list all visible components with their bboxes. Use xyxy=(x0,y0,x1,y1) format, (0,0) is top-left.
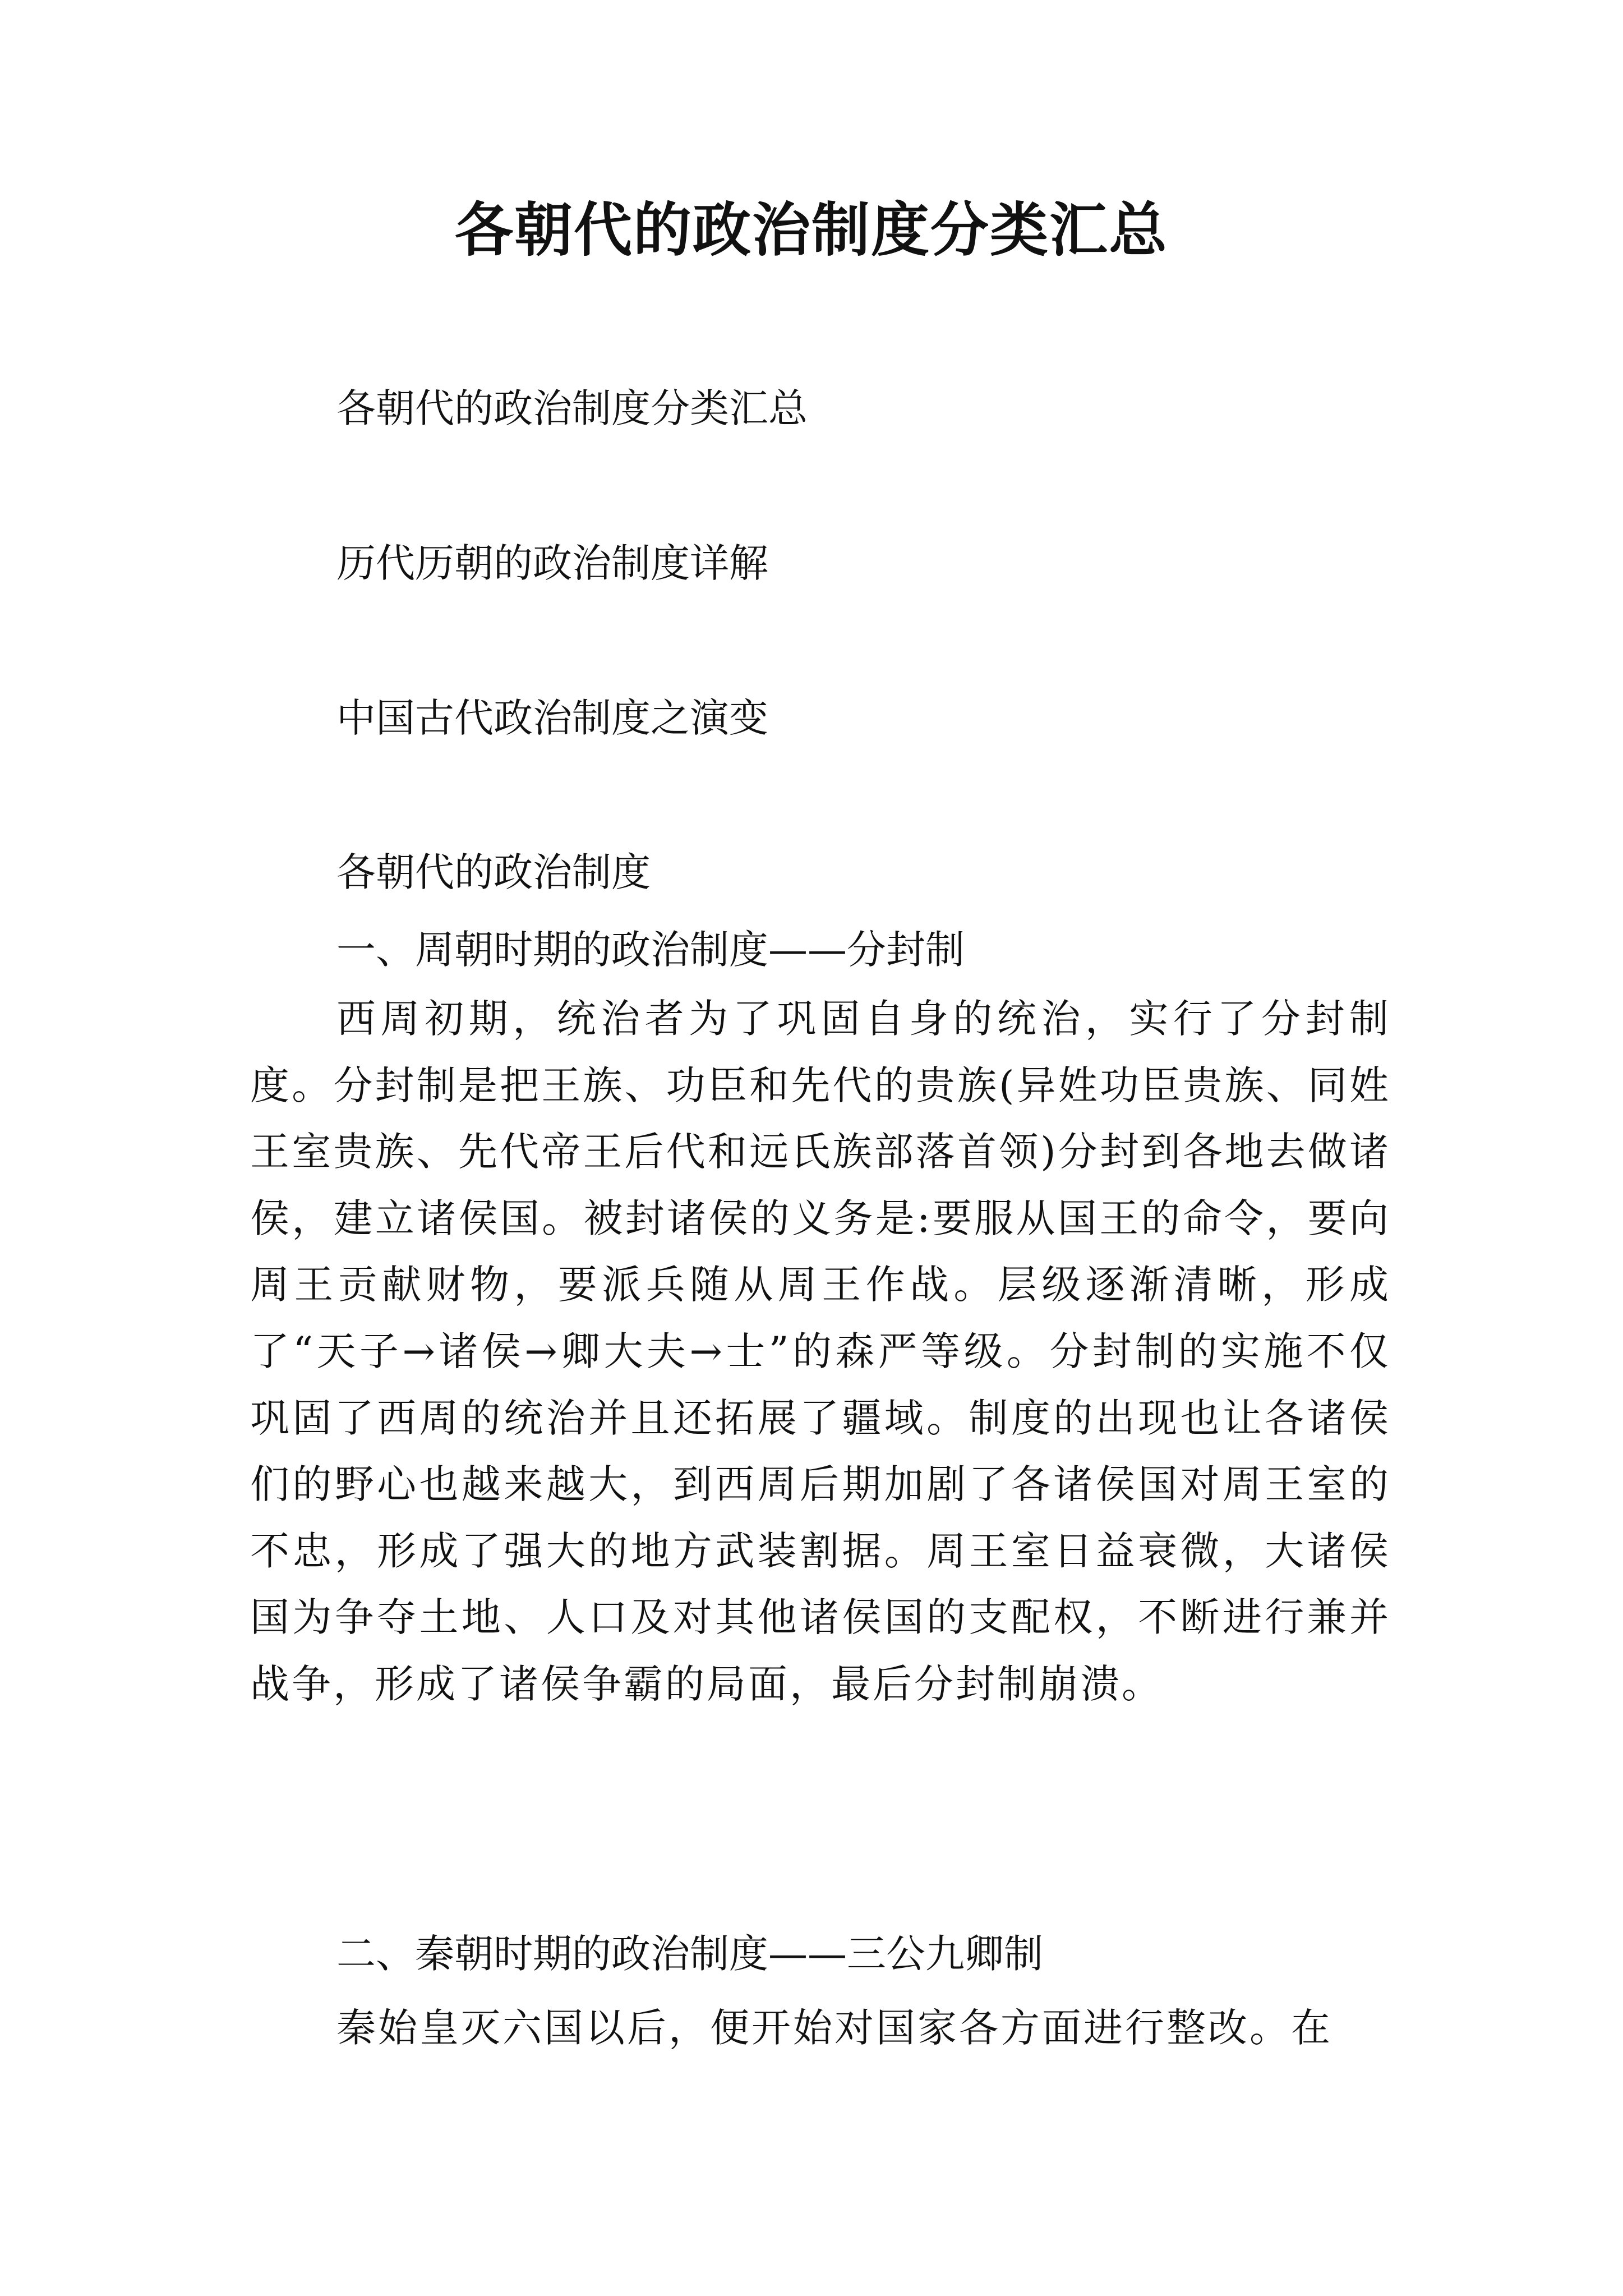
body-paragraph: 秦始皇灭六国以后，便开始对国家各方面进行整改。在 xyxy=(336,2005,1332,2051)
section-heading: 二、秦朝时期的政治制度——三公九卿制 xyxy=(336,1931,1043,1977)
subtitle-line: 中国古代政治制度之演变 xyxy=(336,695,768,741)
section-heading: 各朝代的政治制度 xyxy=(336,849,651,895)
subtitle-line: 历代历朝的政治制度详解 xyxy=(336,540,768,586)
section-heading: 一、周朝时期的政治制度——分封制 xyxy=(336,927,965,973)
subtitle-line: 各朝代的政治制度分类汇总 xyxy=(336,385,808,431)
body-paragraph: 西周初期，统治者为了巩固自身的统治，实行了分封制度。分封制是把王族、功臣和先代的贵族(异姓功臣贵族、同姓王室贵族、先代帝王后代和远氏族部落首领)分封到各地去做诸侯，建立诸侯国。被封诸侯的义务是:要服从国王的命令，要向周王贡献财物，要派兵随从周王作战。层级逐渐清晰，形成了“天子→诸侯→卿大夫→士”的森严等级。分封制的实施不仅巩固了西周的统治并且还拓展了疆域。制度的出现也让各诸侯们的野心也越来越大，到西周后期加剧了各诸侯国对周王室的不忠，形成了强大的地方武装割据。周王室日益衰微，大诸侯国为争夺土地、人口及对其他诸侯国的支配权，不断进行兼并战争，形成了诸侯争霸的局面，最后分封制崩溃。 xyxy=(250,996,1391,1707)
document-title: 各朝代的政治制度分类汇总 xyxy=(454,195,1168,264)
